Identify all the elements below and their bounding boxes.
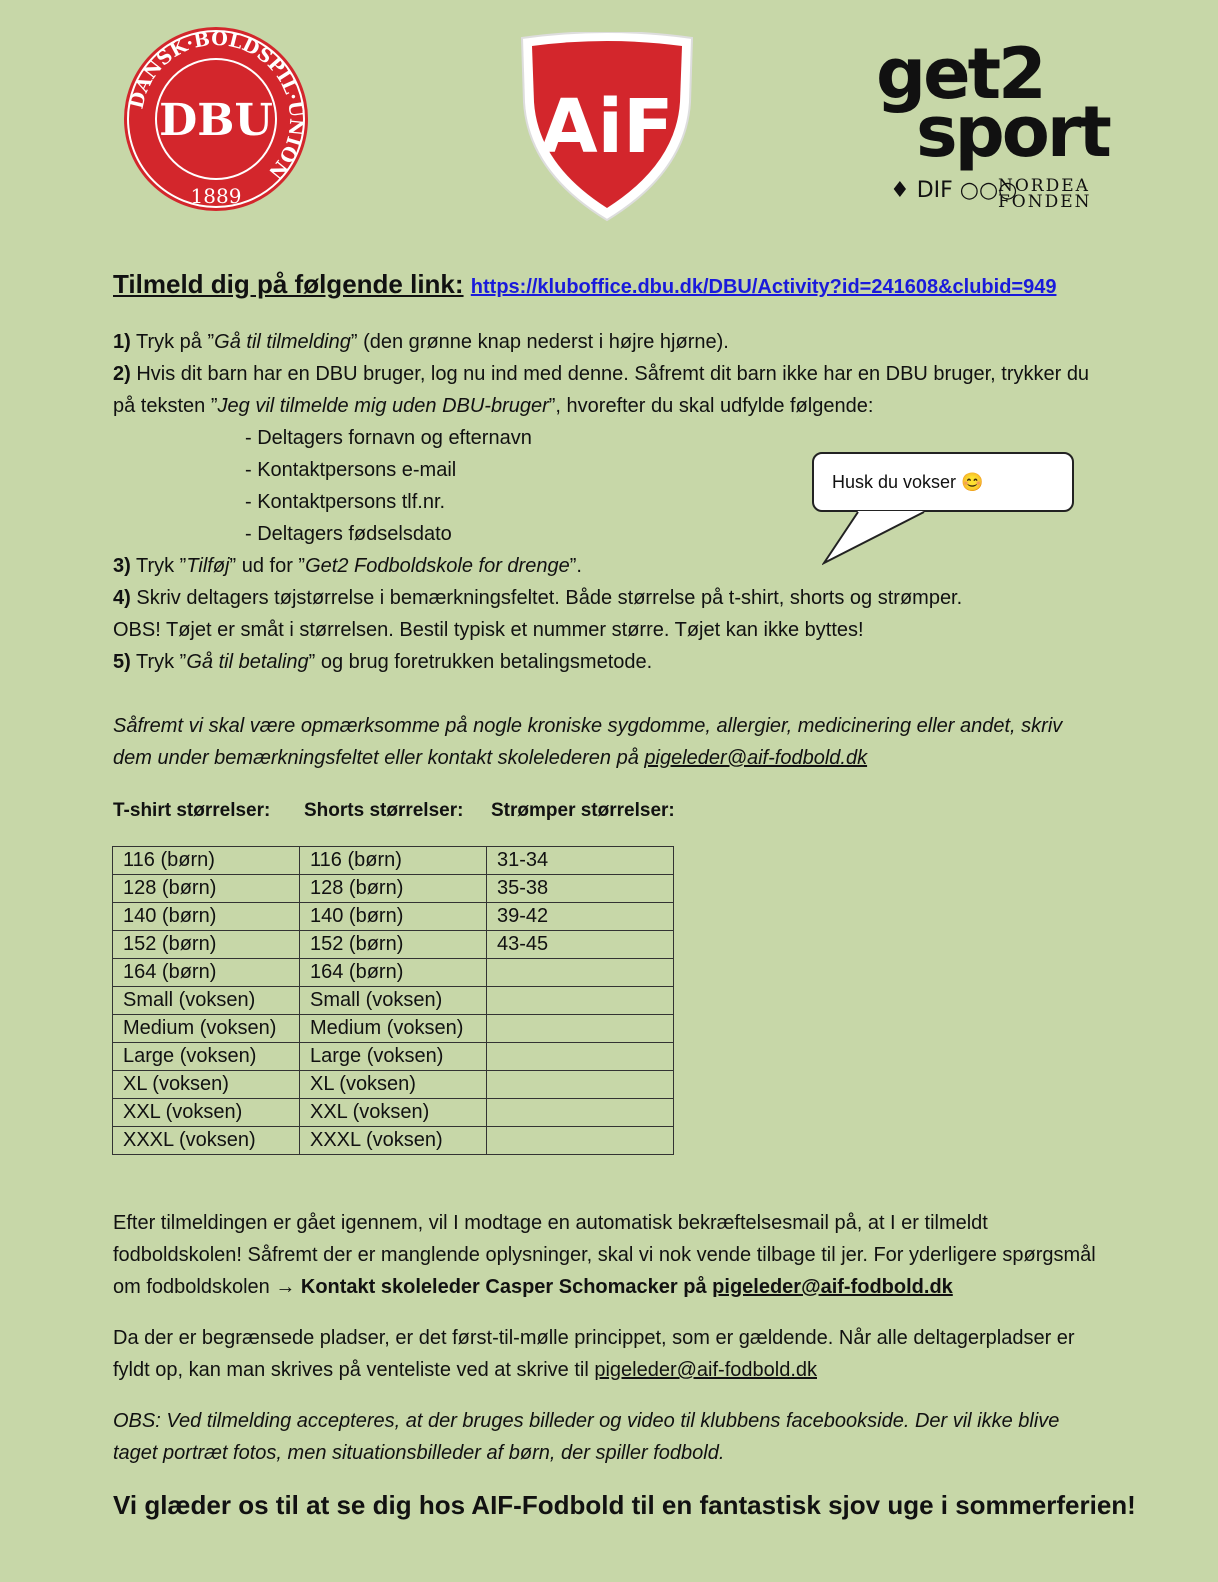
- table-cell: 35-38: [487, 875, 674, 903]
- table-row: [113, 931, 674, 959]
- table-cell: 116 (børn): [113, 847, 300, 875]
- table-cell: 152 (børn): [113, 931, 300, 959]
- table-row: [113, 1015, 674, 1043]
- table-cell: [487, 987, 674, 1015]
- table-row: [113, 875, 674, 903]
- table-cell: 152 (børn): [300, 931, 487, 959]
- table-cell: [487, 1043, 674, 1071]
- list-item: - Deltagers fødselsdato: [245, 523, 452, 545]
- logo-row: [0, 20, 1218, 230]
- bottom-section: [113, 1207, 1103, 1488]
- arrow-icon: →: [275, 1276, 296, 1298]
- tshirt-size-header: T-shirt størrelser:: [113, 800, 271, 821]
- table-cell: XXL (voksen): [113, 1099, 300, 1127]
- table-cell: 140 (børn): [113, 903, 300, 931]
- health-email-link[interactable]: pigeleder@aif-fodbold.dk: [644, 747, 868, 769]
- svg-text:1889: 1889: [190, 184, 242, 208]
- table-cell: [487, 1127, 674, 1155]
- contact-email-link[interactable]: pigeleder@aif-fodbold.dk: [712, 1276, 953, 1298]
- table-cell: 128 (børn): [300, 875, 487, 903]
- obs-note: OBS! Tøjet er småt i størrelsen. Bestil typisk et nummer større. Tøjet kan ikke byttes!: [113, 619, 864, 641]
- size-table: [112, 846, 674, 1155]
- aif-logo: [518, 32, 696, 222]
- get2sport-logo: get2 sport ♦ DIF ○○○ NORDEA FONDEN: [876, 33, 1109, 212]
- table-cell: 164 (børn): [113, 959, 300, 987]
- table-cell: 31-34: [487, 847, 674, 875]
- table-cell: 164 (børn): [300, 959, 487, 987]
- table-cell: 39-42: [487, 903, 674, 931]
- signup-heading: [113, 265, 1103, 306]
- table-cell: Small (voksen): [113, 987, 300, 1015]
- table-row: [113, 987, 674, 1015]
- table-row: [113, 1071, 674, 1099]
- table-cell: Small (voksen): [300, 987, 487, 1015]
- table-cell: Medium (voksen): [300, 1015, 487, 1043]
- list-item: - Kontaktpersons e-mail: [245, 459, 457, 481]
- table-cell: XXXL (voksen): [300, 1127, 487, 1155]
- signup-label: Tilmeld dig på følgende link:: [113, 269, 464, 299]
- step-5: 5) Tryk ”Gå til betaling” og brug foretrukken betalingsmetode.: [113, 651, 653, 673]
- table-cell: XXL (voksen): [300, 1099, 487, 1127]
- dbu-logo: [122, 25, 310, 213]
- health-note: Såfremt vi skal være opmærksomme på nogle kroniske sygdomme, allergier, medicinering eller andet, skriv dem under bemærkningsfeltet eller kontakt skolelederen på pigeleder@aif-fodbold.dk: [113, 715, 1063, 769]
- table-cell: Medium (voksen): [113, 1015, 300, 1043]
- table-cell: [487, 1099, 674, 1127]
- waitlist-paragraph: Da der er begrænsede pladser, er det først-til-mølle princippet, som er gældende. Når alle deltagerpladser er fyldt op, kan man skrives på venteliste ved at skrive til pigeleder@aif-fodbold.dk: [113, 1327, 1075, 1381]
- step-2: 2) Hvis dit barn har en DBU bruger, log nu ind med denne. Såfremt dit barn ikke har en DBU bruger, trykker du på teksten ”Jeg vil tilmelde mig uden DBU-bruger”, hvorefter du skal udfylde følgende:: [113, 363, 1090, 417]
- step-3: 3) Tryk ”Tilføj” ud for ”Get2 Fodboldskole for drenge”.: [113, 555, 582, 577]
- table-cell: Large (voksen): [300, 1043, 487, 1071]
- table-row: [113, 1127, 674, 1155]
- list-item: - Deltagers fornavn og efternavn: [245, 427, 532, 449]
- table-cell: 140 (børn): [300, 903, 487, 931]
- table-cell: [487, 1071, 674, 1099]
- table-cell: 128 (børn): [113, 875, 300, 903]
- table-row: [113, 1043, 674, 1071]
- table-cell: 43-45: [487, 931, 674, 959]
- socks-size-header: Strømper størrelser:: [491, 800, 675, 821]
- table-cell: 116 (børn): [300, 847, 487, 875]
- table-cell: XL (voksen): [300, 1071, 487, 1099]
- speech-bubble-tail: [822, 511, 932, 567]
- svg-text:DBU: DBU: [159, 95, 273, 146]
- signup-link[interactable]: https://kluboffice.dbu.dk/DBU/Activity?id=241608&clubid=949: [470, 276, 1057, 298]
- table-cell: XXXL (voksen): [113, 1127, 300, 1155]
- svg-text:AiF: AiF: [540, 84, 674, 170]
- table-row: [113, 959, 674, 987]
- confirmation-paragraph: Efter tilmeldingen er gået igennem, vil I modtage en automatisk bekræftelsesmail på, at I er tilmeldt fodboldskolen! Såfremt der er manglende oplysninger, skal vi nok vende tilbage til jer. For yderligere spørgsmål om fodboldskolen → Kontakt skoleleder Casper Schomacker på pigeleder@aif-fodbold.dk: [113, 1212, 1096, 1298]
- table-row: [113, 903, 674, 931]
- table-row: [113, 1099, 674, 1127]
- table-row: [113, 847, 674, 875]
- table-cell: [487, 1015, 674, 1043]
- closing-message: Vi glæder os til at se dig hos AIF-Fodbold til en fantastisk sjov uge i sommerferien!: [113, 1490, 1136, 1520]
- table-cell: Large (voksen): [113, 1043, 300, 1071]
- speech-bubble: Husk du vokser 😊: [812, 452, 1074, 512]
- main-content: [113, 265, 1103, 774]
- step-4: 4) Skriv deltagers tøjstørrelse i bemærkningsfeltet. Både størrelse på t-shirt, shorts og strømper.: [113, 587, 963, 609]
- step-1: 1) Tryk på ”Gå til tilmelding” (den grønne knap nederst i højre hjørne).: [113, 331, 729, 353]
- table-cell: [487, 959, 674, 987]
- photo-consent-paragraph: OBS: Ved tilmelding accepteres, at der bruges billeder og video til klubbens facebookside. Der vil ikke blive taget portræt fotos, men situationsbilleder af børn, der spiller fodbold.: [113, 1410, 1060, 1464]
- waitlist-email-link[interactable]: pigeleder@aif-fodbold.dk: [594, 1359, 817, 1381]
- svg-text:DANSK·BOLDSPIL·UNION: DANSK·BOLDSPIL·UNION: [125, 27, 308, 184]
- list-item: - Kontaktpersons tlf.nr.: [245, 491, 446, 513]
- shorts-size-header: Shorts størrelser:: [304, 800, 464, 821]
- table-cell: XL (voksen): [113, 1071, 300, 1099]
